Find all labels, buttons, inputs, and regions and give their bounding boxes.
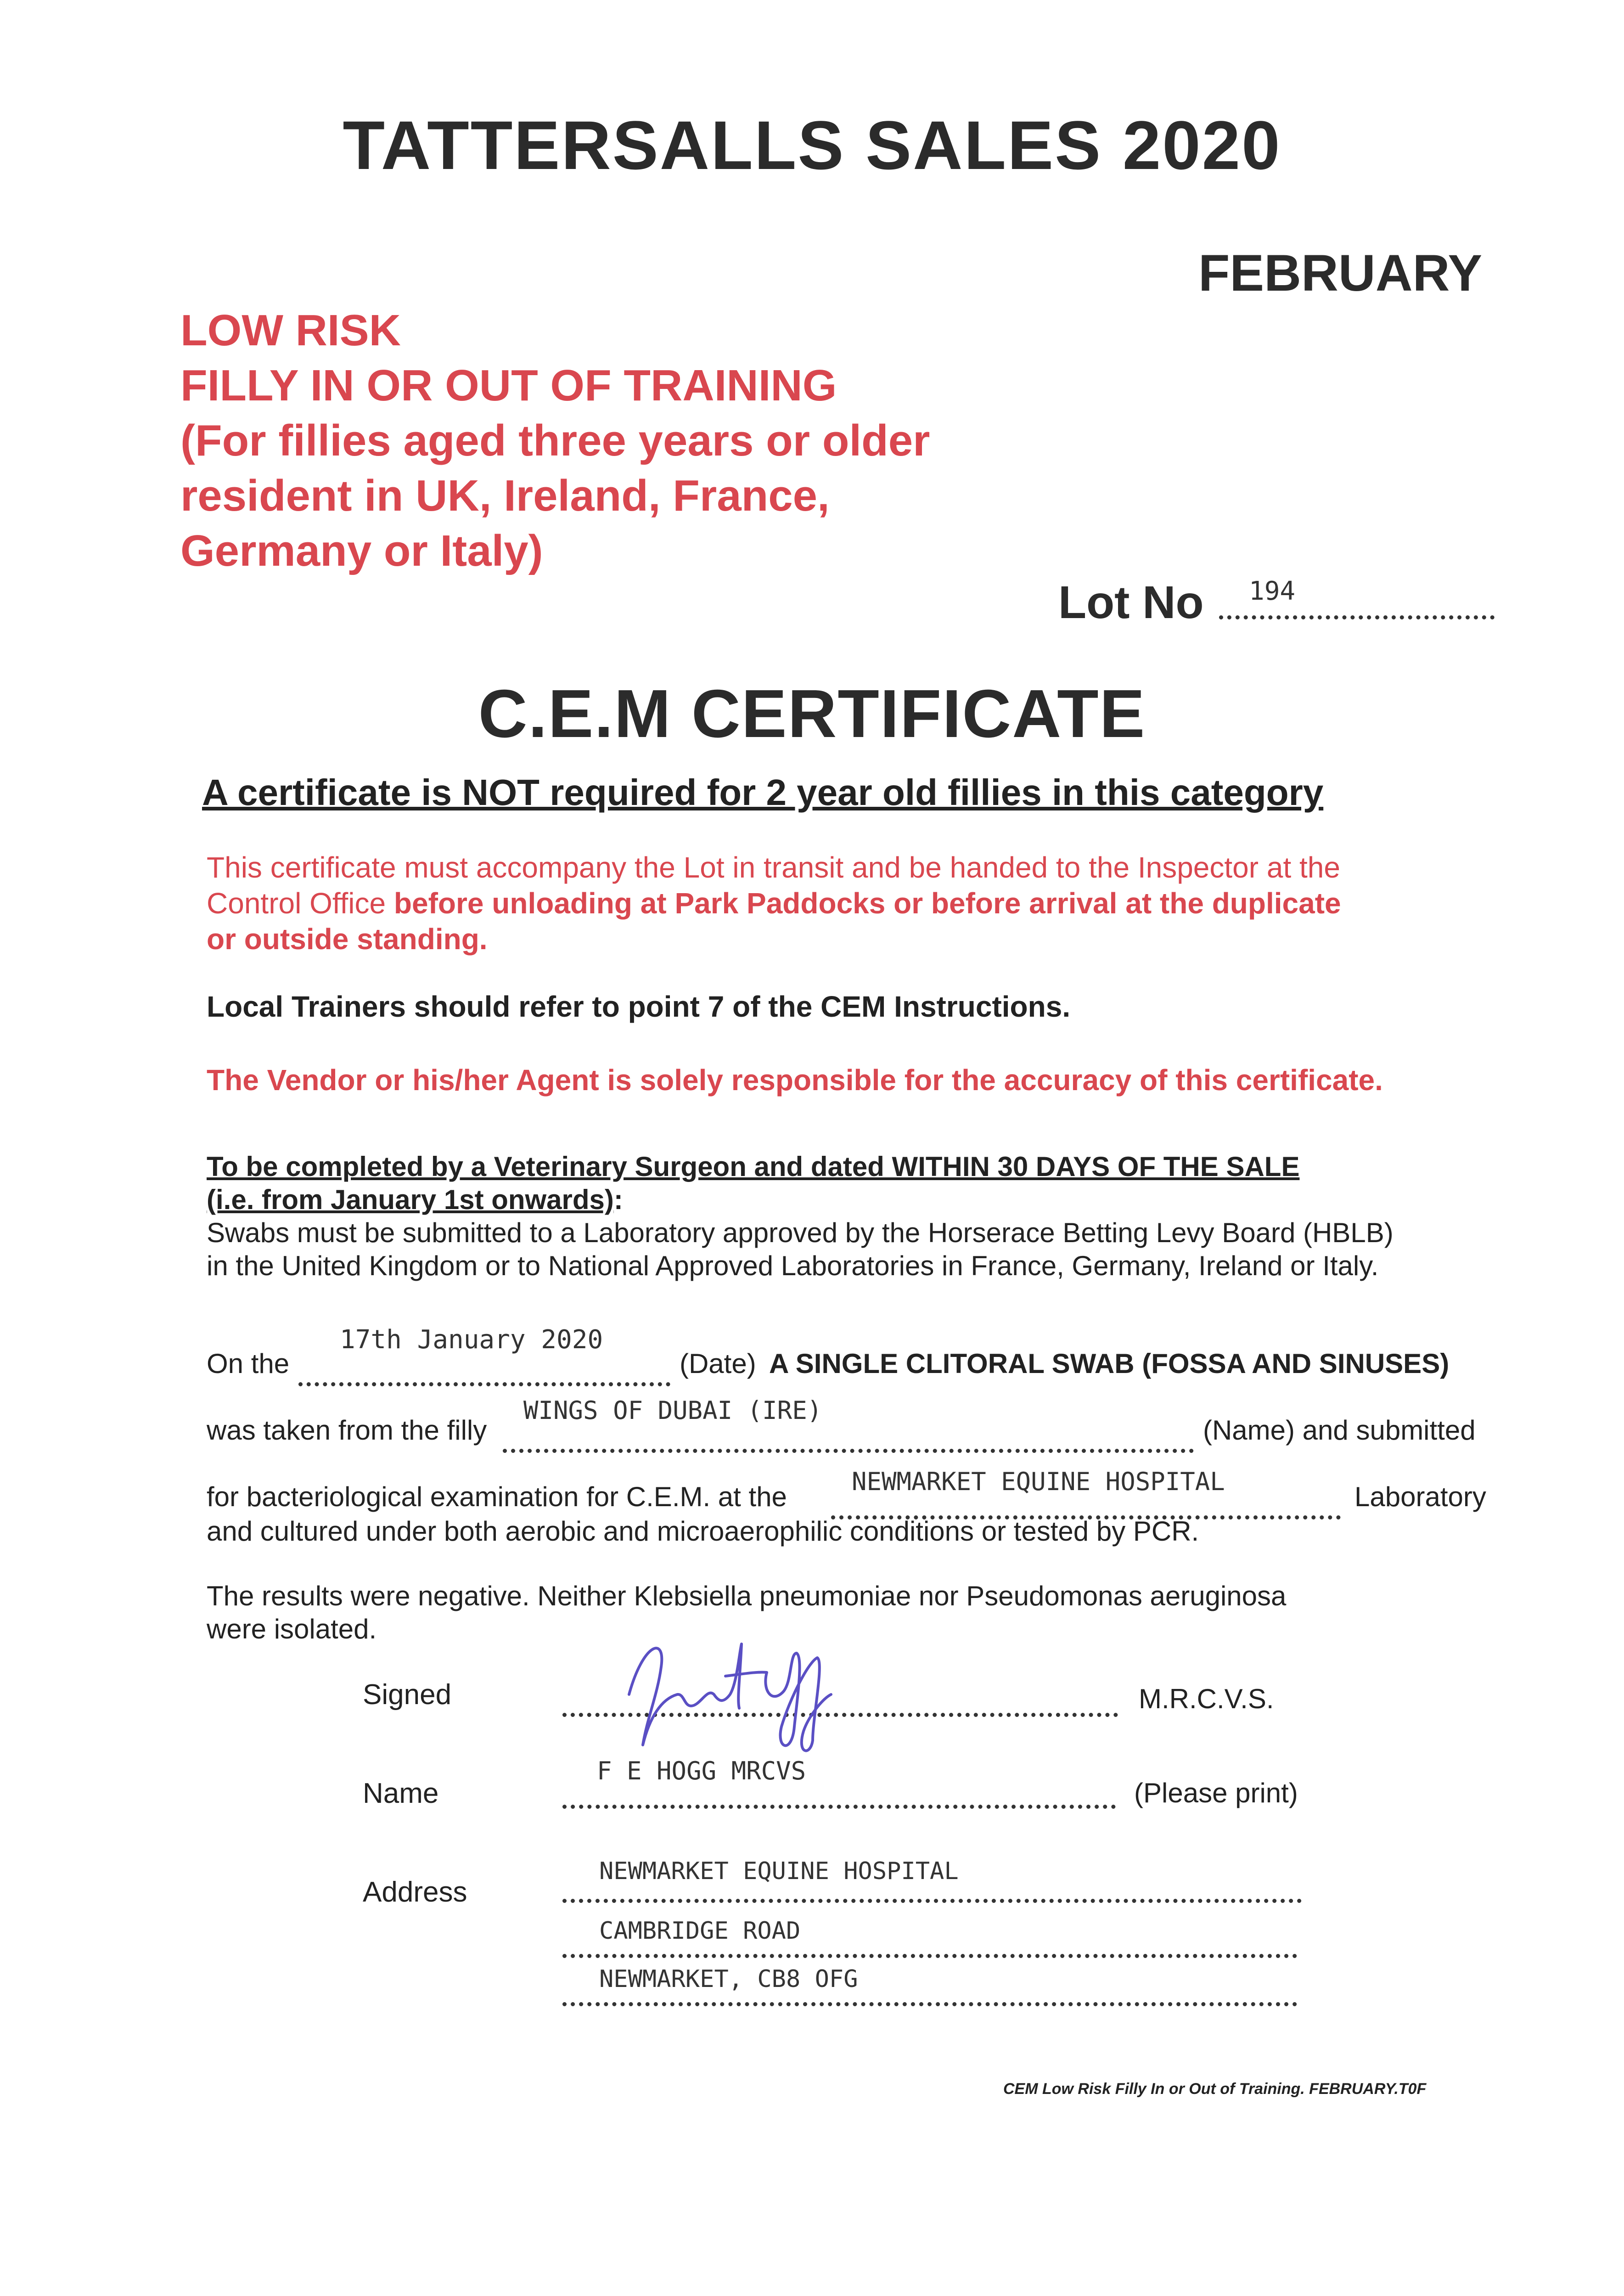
vet-name-value: F E HOGG MRCVS	[597, 1756, 806, 1785]
vet-heading-date: (i.e. from January 1st onwards)	[207, 1184, 614, 1215]
address-dotted-line-1	[562, 1899, 1302, 1903]
name-label: Name	[363, 1778, 439, 1809]
address-line-1-value: NEWMARKET EQUINE HOSPITAL	[599, 1857, 959, 1885]
category-risk: LOW RISK	[180, 306, 401, 355]
culture-conditions: and cultured under both aerobic and microaerophilic conditions or tested by PCR.	[207, 1516, 1199, 1547]
certificate-title: C.E.M CERTIFICATE	[478, 676, 1146, 752]
transit-unloading: before unloading at Park Paddocks or before arrival at the duplicate	[393, 887, 1341, 920]
trainers-note: Local Trainers should refer to point 7 of the CEM Instructions.	[207, 990, 1071, 1023]
address-dotted-line-2	[562, 1954, 1297, 1958]
transit-line-1: This certificate must accompany the Lot in transit and be handed to the Inspector at the	[207, 851, 1340, 884]
transit-control-office: Control Office	[207, 887, 394, 920]
page-title: TATTERSALLS SALES 2020	[343, 107, 1281, 184]
vet-heading-date-line	[207, 1183, 1538, 1216]
category-age: (For fillies aged three years or older	[180, 416, 930, 465]
exam-label: for bacteriological examination for C.E.M. at the	[207, 1481, 787, 1512]
signed-label: Signed	[363, 1679, 452, 1711]
on-the-label: On the	[207, 1348, 290, 1379]
address-line-2-value: CAMBRIDGE ROAD	[599, 1917, 801, 1945]
swabs-line-1: Swabs must be submitted to a Laboratory approved by the Horserace Betting Levy Board (HBLB)	[207, 1217, 1394, 1248]
category-type: FILLY IN OR OUT OF TRAINING	[180, 361, 837, 410]
swab-description: A SINGLE CLITORAL SWAB (FOSSA AND SINUSES)	[769, 1348, 1450, 1379]
mrcvs-label: M.R.C.V.S.	[1139, 1683, 1274, 1714]
date-value: 17th January 2020	[340, 1325, 603, 1355]
vet-instructions	[207, 1150, 1538, 1283]
handwritten-signature	[615, 1626, 845, 1759]
please-print-label: (Please print)	[1134, 1778, 1298, 1808]
filly-name-label: (Name) and submitted	[1203, 1415, 1476, 1446]
transit-line-3: or outside standing.	[207, 923, 488, 956]
certificate-note: A certificate is NOT required for 2 year old fillies in this category	[202, 772, 1324, 813]
vet-heading: To be completed by a Veterinary Surgeon and dated WITHIN 30 DAYS OF THE SALE	[207, 1151, 1300, 1182]
address-label: Address	[363, 1876, 467, 1908]
transit-line-2	[207, 885, 1538, 921]
lot-label: Lot No	[1058, 577, 1204, 628]
sale-month: FEBRUARY	[1198, 244, 1483, 302]
filly-label: was taken from the filly	[207, 1415, 487, 1446]
address-dotted-line-3	[562, 2002, 1297, 2006]
vendor-note: The Vendor or his/her Agent is solely responsible for the accuracy of this certificate.	[207, 1064, 1383, 1097]
laboratory-label: Laboratory	[1354, 1481, 1486, 1512]
category-countries: Germany or Italy)	[180, 526, 543, 575]
address-line-3-value: NEWMARKET, CB8 OFG	[599, 1965, 858, 1993]
category-block	[180, 303, 930, 579]
date-label: (Date)	[680, 1348, 756, 1379]
date-dotted-line	[298, 1382, 670, 1386]
filly-name-value: WINGS OF DUBAI (IRE)	[523, 1396, 822, 1425]
results-line-2: were isolated.	[207, 1614, 377, 1644]
results-line-1: The results were negative. Neither Klebsiella pneumoniae nor Pseudomonas aeruginosa	[207, 1581, 1287, 1611]
laboratory-value: NEWMARKET EQUINE HOSPITAL	[852, 1467, 1225, 1496]
lot-dotted-line	[1219, 615, 1495, 619]
name-dotted-line	[562, 1805, 1116, 1809]
footer-reference: CEM Low Risk Filly In or Out of Training. FEBRUARY.T0F	[1003, 2080, 1427, 2098]
category-residence: resident in UK, Ireland, France,	[180, 471, 830, 520]
filly-dotted-line	[503, 1449, 1194, 1453]
transit-instructions	[207, 850, 1538, 957]
swabs-line-2: in the United Kingdom or to National Approved Laboratories in France, Germany, Ireland or Italy.	[207, 1250, 1379, 1281]
lot-number-value: 194	[1249, 576, 1296, 606]
vet-heading-colon: :	[613, 1184, 623, 1215]
